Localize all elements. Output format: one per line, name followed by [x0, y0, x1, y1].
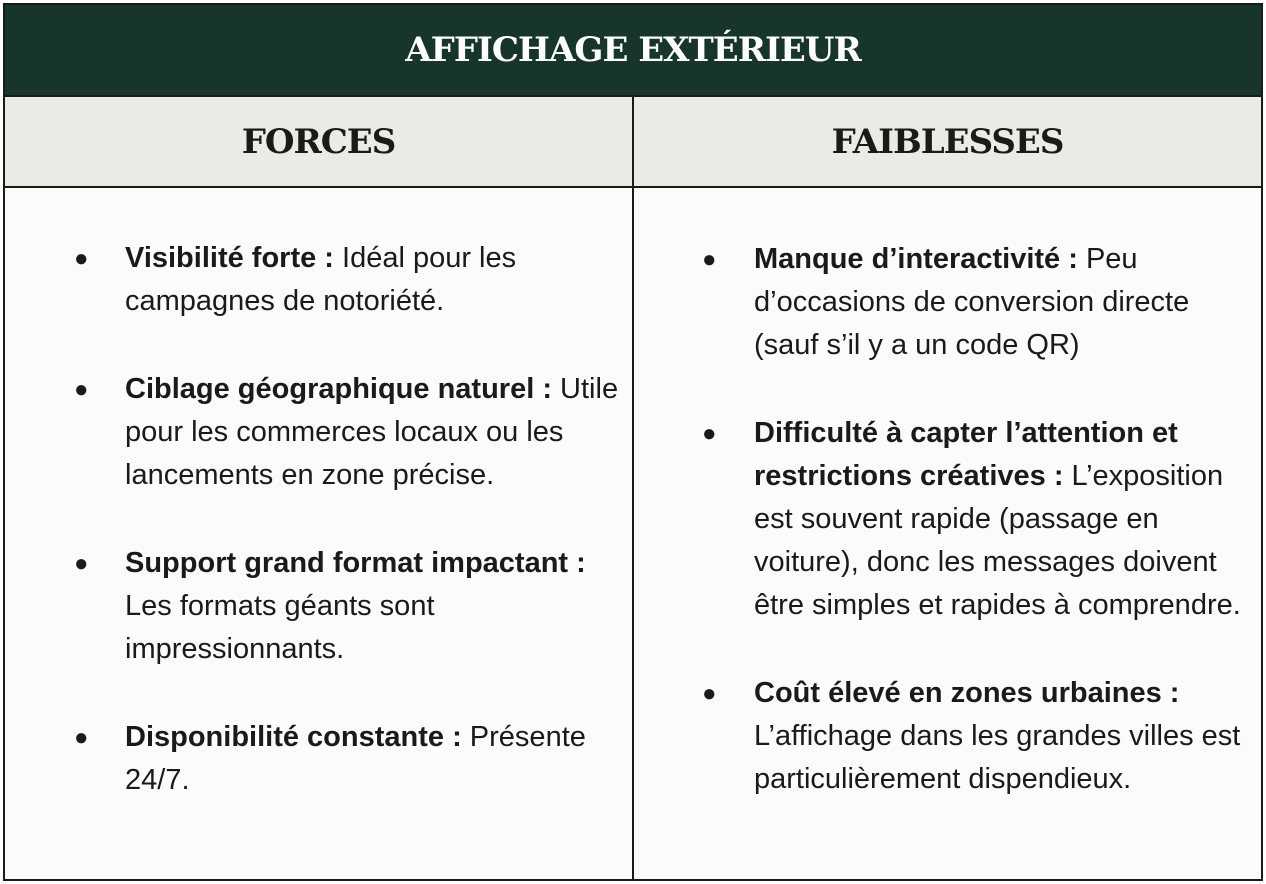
item-text: Les formats géants sont impressionnants. — [125, 590, 435, 665]
strengths-weaknesses-table — [3, 3, 1263, 881]
table-title: AFFICHAGE EXTÉRIEUR — [5, 5, 1261, 97]
faiblesses-heading: FAIBLESSES — [634, 97, 1261, 188]
item-text: L’affichage dans les grandes villes est particulièrement dispendieux. — [754, 720, 1241, 795]
bullet-icon: ● — [702, 420, 717, 447]
forces-list — [5, 188, 632, 802]
list-item — [634, 672, 1261, 801]
item-text: Peu d’occasions de conversion directe (sauf s’il y a un code QR) — [754, 243, 1190, 361]
forces-column — [5, 188, 634, 879]
bullet-icon: ● — [702, 246, 717, 273]
list-item — [5, 368, 632, 497]
item-label: Difficulté à capter l’attention et restrictions créatives : — [754, 417, 1178, 492]
faiblesses-list — [634, 188, 1261, 801]
bullet-icon: ● — [74, 550, 89, 577]
item-text: L’exposition est souvent rapide (passage en voiture), donc les messages doivent être simples et rapides à comprendre. — [754, 460, 1241, 621]
item-label: Disponibilité constante : — [125, 721, 462, 753]
faiblesses-column — [634, 188, 1261, 879]
bullet-icon: ● — [702, 680, 717, 707]
list-item — [5, 237, 632, 323]
item-label: Coût élevé en zones urbaines : — [754, 677, 1180, 709]
list-item — [634, 238, 1261, 367]
item-text: Présente 24/7. — [125, 721, 586, 796]
bullet-icon: ● — [74, 245, 89, 272]
item-label: Manque d’interactivité : — [754, 243, 1078, 275]
forces-heading: FORCES — [5, 97, 634, 188]
item-text: Idéal pour les campagnes de notoriété. — [125, 242, 517, 317]
list-item — [5, 716, 632, 802]
list-item — [5, 542, 632, 671]
item-label: Support grand format impactant : — [125, 547, 586, 579]
bullet-icon: ● — [74, 376, 89, 403]
item-label: Visibilité forte : — [125, 242, 334, 274]
bullet-icon: ● — [74, 724, 89, 751]
item-label: Ciblage géographique naturel : — [125, 373, 552, 405]
list-item — [634, 412, 1261, 627]
item-text: Utile pour les commerces locaux ou les lancements en zone précise. — [125, 373, 619, 491]
